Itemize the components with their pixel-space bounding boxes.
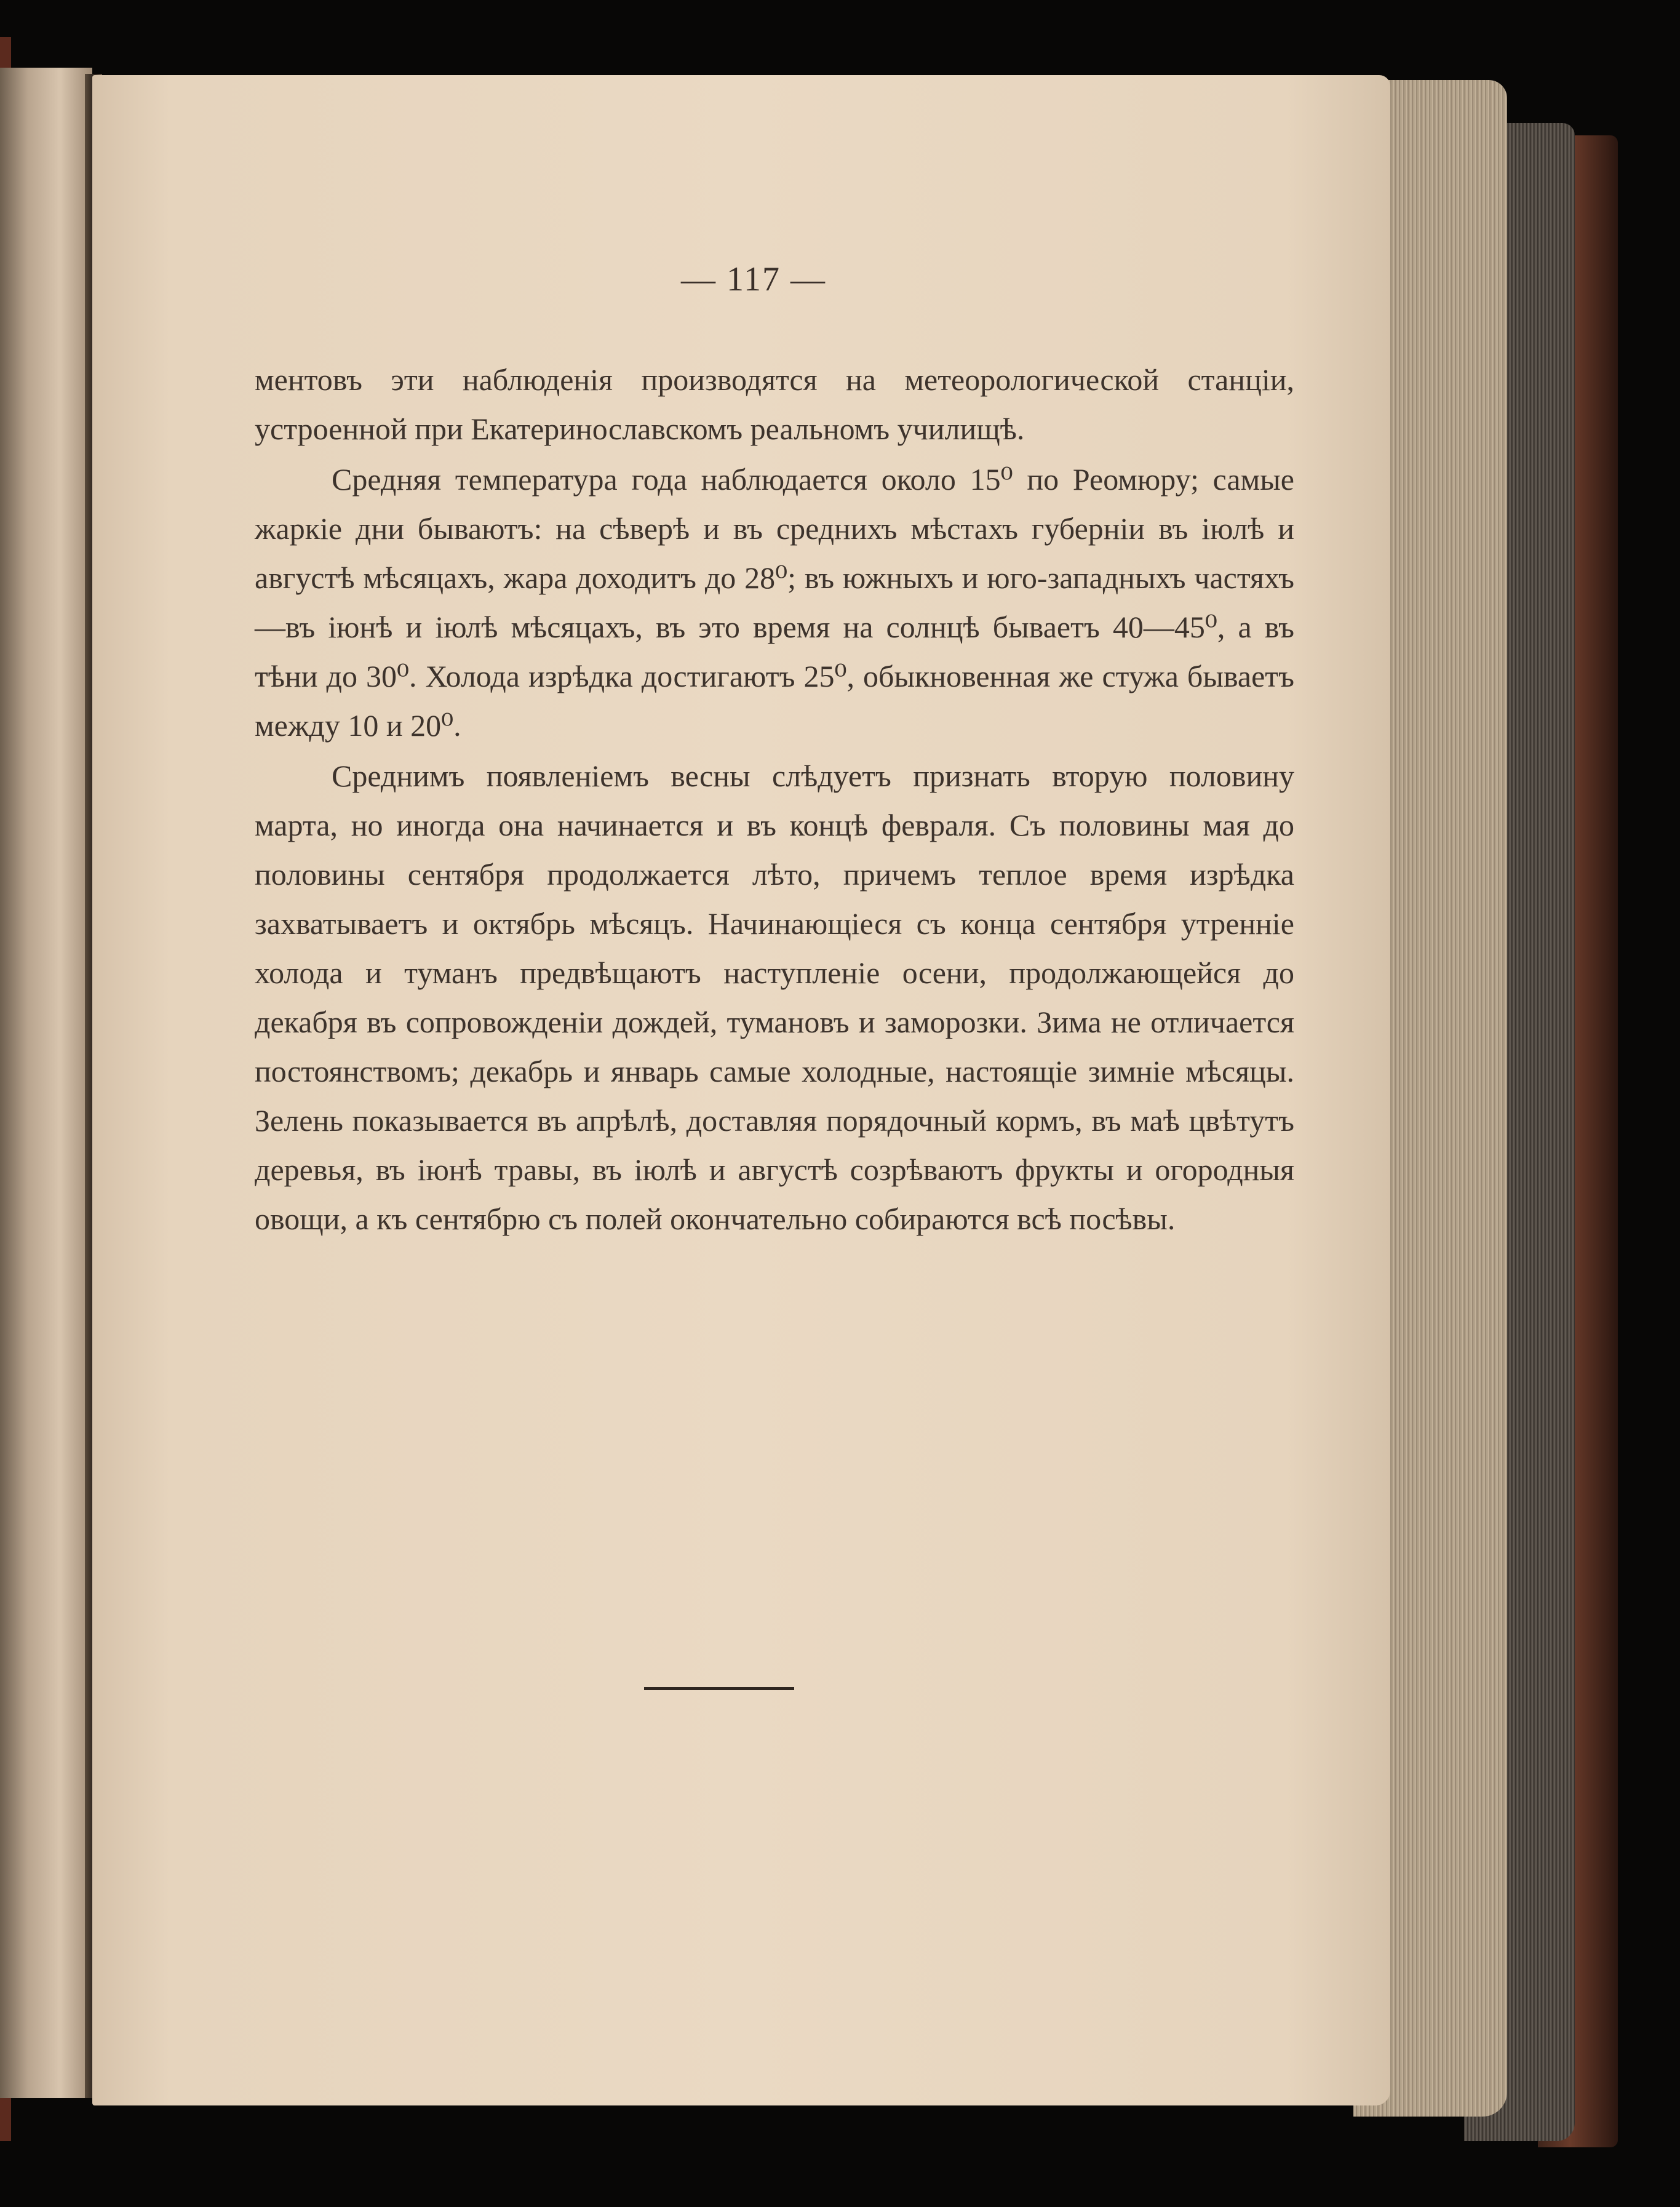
paragraph-1: ментовъ эти наблюденія производятся на метеорологической станціи, устроенной при Екатеринославскомъ реальномъ училищѣ.: [255, 362, 1294, 446]
right-page: [92, 75, 1390, 2105]
left-page-edge: [0, 68, 92, 2098]
body-text: [255, 355, 1294, 1243]
paragraph-2: Средняя температура года наблюдается около 15⁰ по Реомюру; самые жаркіе дни бываютъ: на сѣверѣ и въ среднихъ мѣстахъ губерніи въ іюлѣ и августѣ мѣсяцахъ, жара доходитъ до 28⁰; въ южныхъ и юго-западныхъ частяхъ—въ іюнѣ и іюлѣ мѣсяцахъ, въ это время на солнцѣ бываетъ 40—45⁰, а въ тѣни до 30⁰. Холода изрѣдка достигаютъ 25⁰, обыкновенная же стужа бываетъ между 10 и 20⁰.: [255, 462, 1294, 743]
page-number-text: — 117 —: [681, 260, 826, 298]
page-number: [92, 260, 1390, 299]
paragraph-3: Среднимъ появленіемъ весны слѣдуетъ признать вторую половину марта, но иногда она начинается и въ концѣ февраля. Съ половины мая до половины сентября продолжается лѣто, причемъ теплое время изрѣдка захватываетъ и октябрь мѣсяцъ. Начинающіеся съ конца сентября утренніе холода и туманъ предвѣщаютъ наступленіе осени, продолжающейся до декабря въ сопровожденіи дождей, тумановъ и заморозки. Зима не отличается постоянствомъ; декабрь и январь самые холодные, настоящіе зимніе мѣсяцы. Зелень показывается въ апрѣлѣ, доставляя порядочный кормъ, въ маѣ цвѣтутъ деревья, въ іюнѣ травы, въ іюлѣ и августѣ созрѣваютъ фрукты и огородныя овощи, а къ сентябрю съ полей окончательно собираются всѣ посѣвы.: [255, 759, 1294, 1236]
end-rule: [644, 1687, 794, 1690]
